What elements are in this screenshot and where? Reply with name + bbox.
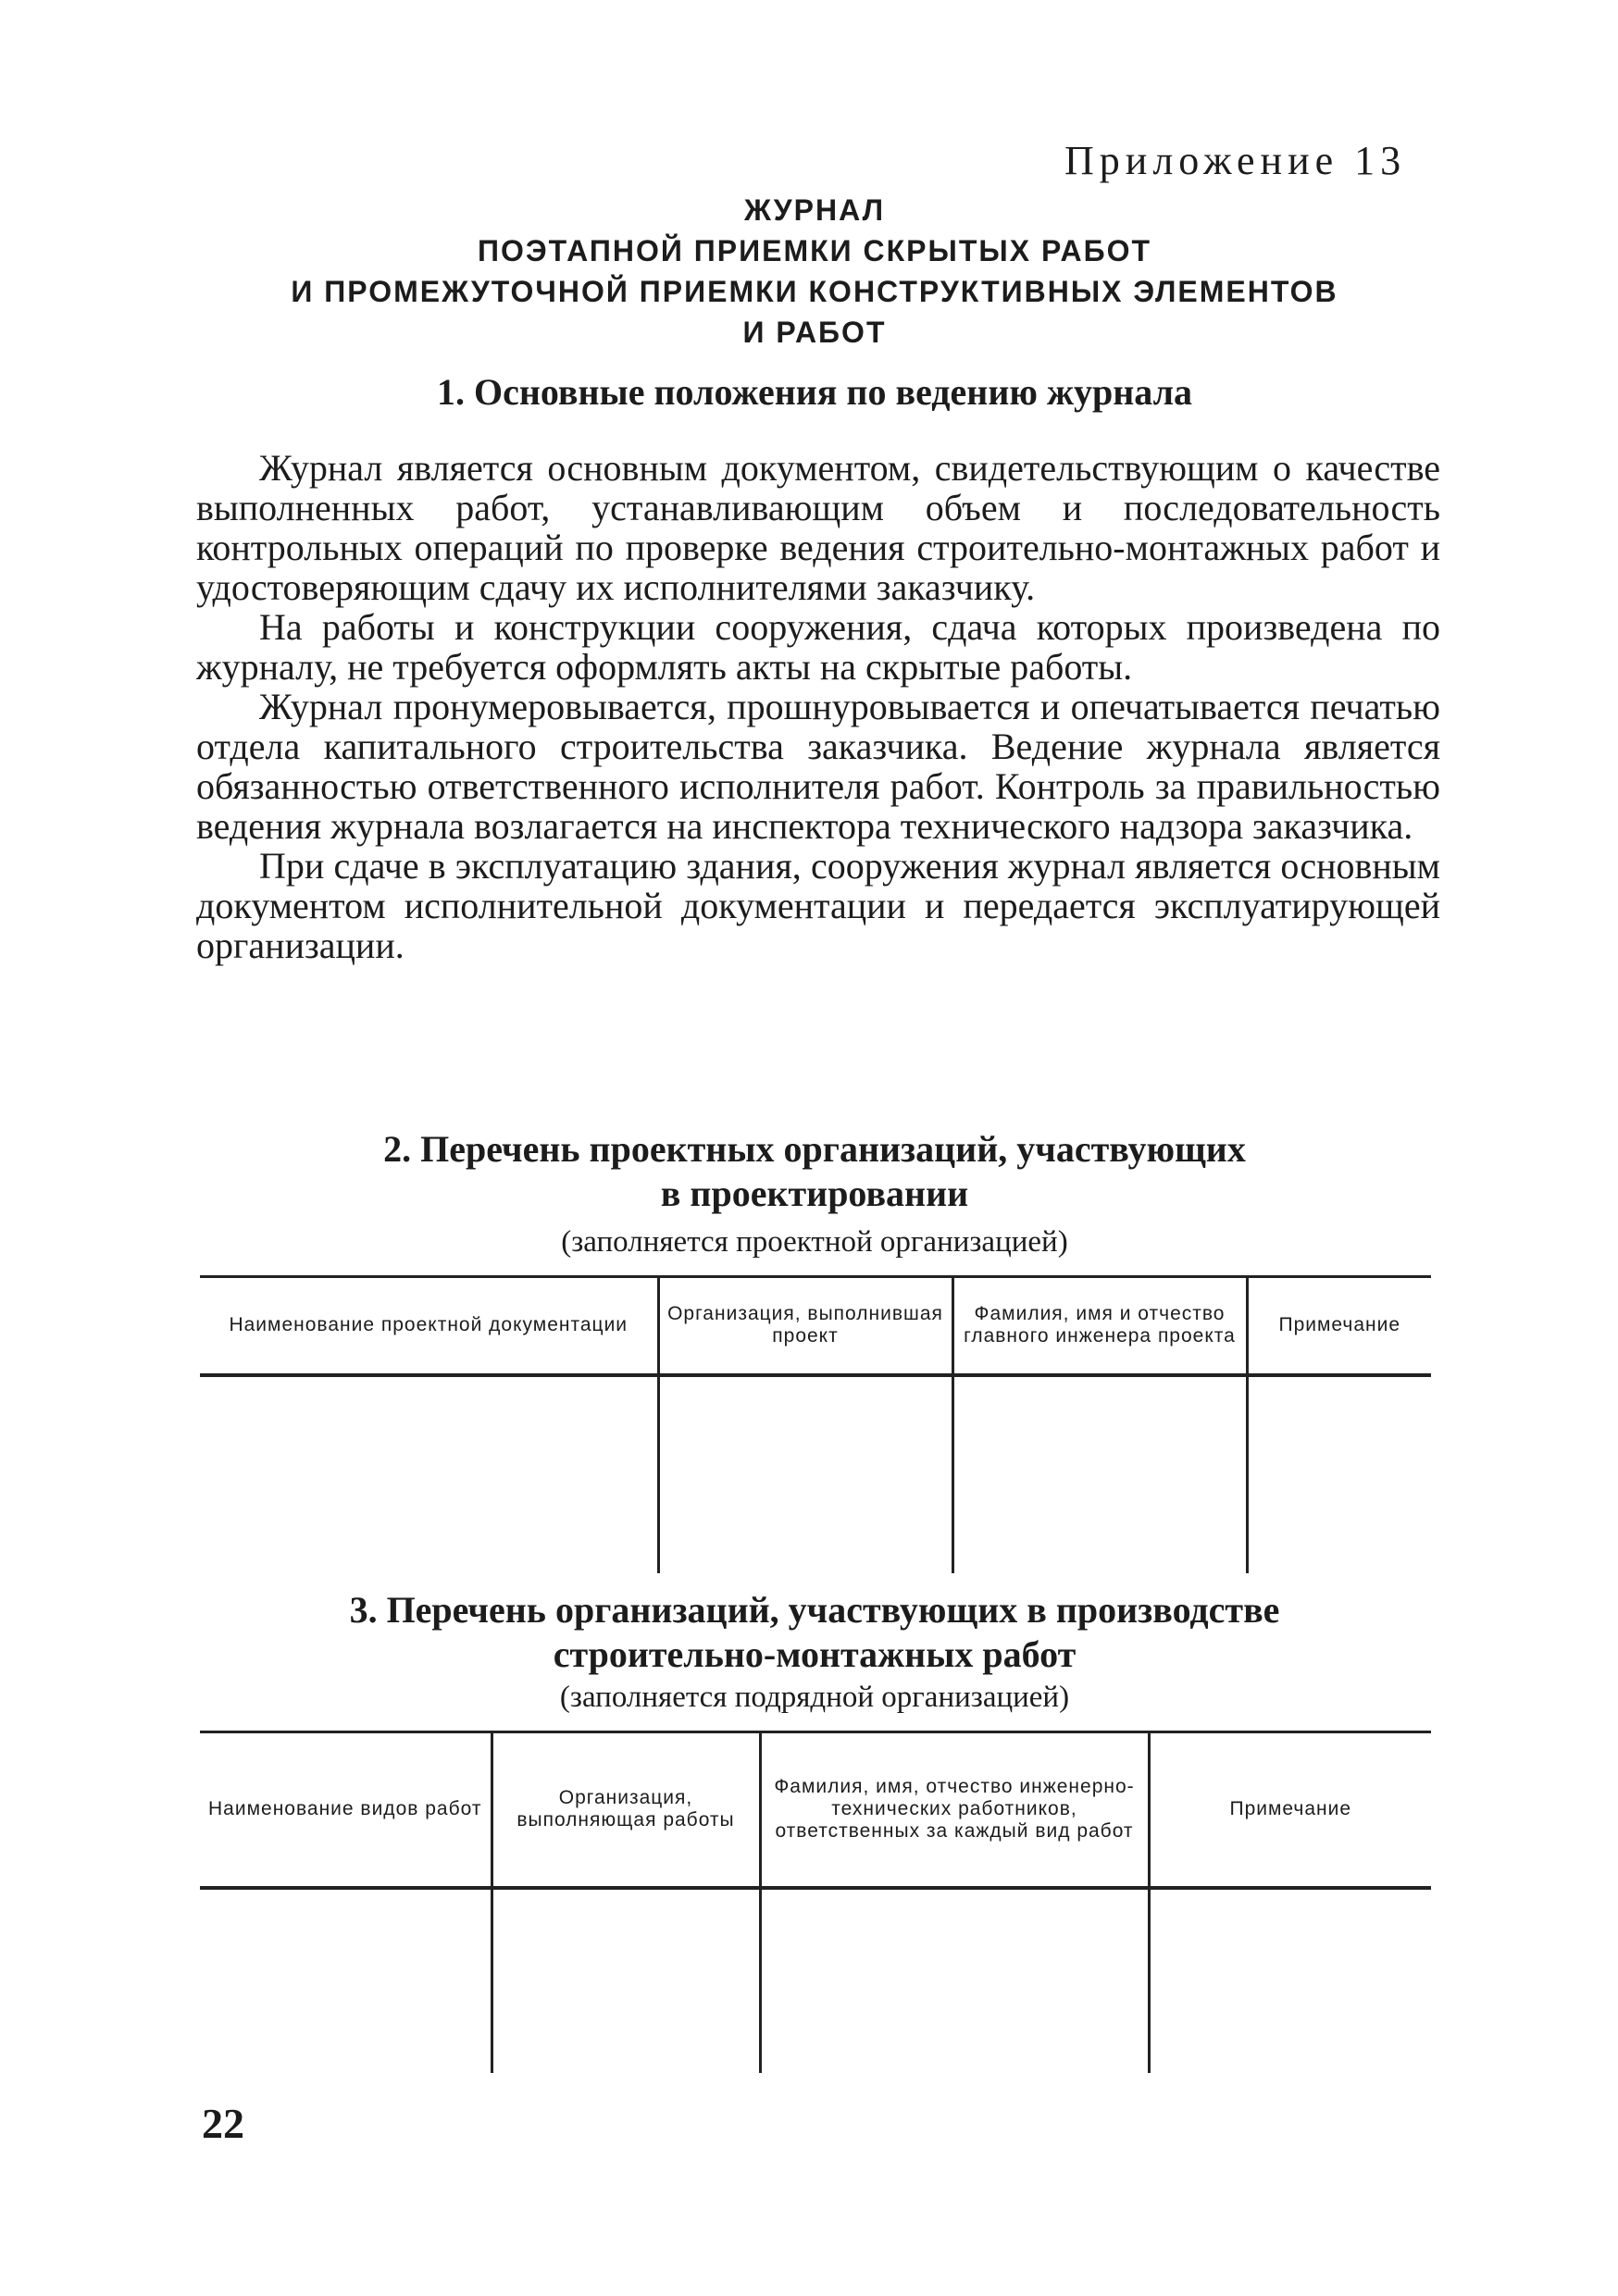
column-header: Наименование проектной документации bbox=[229, 1314, 629, 1336]
paragraph: Журнал пронумеровывается, прошнуровывается и опечатывается печатью отдела капитального строительства заказчика. Ведение журнала является обязанностью ответственного исполнителя работ. Контроль за правильностью ведения журнала возлагается на инспектора технического надзора заказчика. bbox=[196, 686, 1440, 847]
table-cell[interactable] bbox=[952, 1375, 1247, 1573]
table-row bbox=[200, 1888, 1431, 2073]
table-cell[interactable] bbox=[658, 1375, 952, 1573]
section3-heading-line: 3. Перечень организаций, участвующих в производстве bbox=[349, 1589, 1280, 1631]
section3-note: (заполняется подрядной организацией) bbox=[559, 1681, 1070, 1714]
column-header: Примечание bbox=[1149, 1732, 1431, 1888]
paragraph: При сдаче в эксплуатацию здания, сооружения журнал является основным документом исполнительной документации и передается эксплуатирующей организации. bbox=[196, 845, 1440, 966]
column-header: Организация, выполнившая проект bbox=[658, 1277, 952, 1375]
appendix-label: Приложение 13 bbox=[1064, 138, 1407, 183]
table-row bbox=[200, 1375, 1431, 1573]
table-cell[interactable] bbox=[200, 1375, 658, 1573]
column-header: Фамилия, имя, отчество инженерно-технических работников, ответственных за каждый вид работ bbox=[760, 1732, 1149, 1888]
journal-title bbox=[194, 190, 1435, 353]
design-organizations-table bbox=[200, 1275, 1431, 1573]
page-number: 22 bbox=[202, 2100, 244, 2147]
section3-heading-line: строительно-монтажных работ bbox=[553, 1633, 1077, 1675]
paragraph: Журнал является основным документом, свидетельствующим о качестве выполненных работ, устанавливающим объем и последовательность контрольных операций по проверке ведения строительно-монтажных работ и удостоверяющим сдачу их исполнителями заказчику. bbox=[196, 447, 1440, 608]
section1-heading bbox=[194, 370, 1435, 415]
construction-organizations-table bbox=[200, 1731, 1431, 2073]
section2-heading-line: в проектировании bbox=[660, 1173, 969, 1214]
section1-body bbox=[196, 448, 1440, 965]
table-cell[interactable] bbox=[492, 1888, 760, 2073]
section2-heading bbox=[194, 1127, 1435, 1216]
section3-heading bbox=[194, 1588, 1435, 1677]
column-header: Организация, выполняющая работы bbox=[492, 1732, 760, 1888]
title-line: ПОЭТАПНОЙ ПРИЕМКИ СКРЫТЫХ РАБОТ bbox=[477, 234, 1152, 267]
column-header: Фамилия, имя и отчество главного инженера проекта bbox=[952, 1277, 1247, 1375]
column-header: Наименование видов работ bbox=[208, 1798, 482, 1820]
paragraph: На работы и конструкции сооружения, сдача которых произведена по журналу, не требуется оформлять акты на скрытые работы. bbox=[196, 606, 1440, 688]
title-line: ЖУРНАЛ bbox=[743, 193, 886, 227]
table-cell[interactable] bbox=[200, 1888, 492, 2073]
table-cell[interactable] bbox=[760, 1888, 1149, 2073]
table-cell[interactable] bbox=[1247, 1375, 1431, 1573]
table-cell[interactable] bbox=[1149, 1888, 1431, 2073]
section1-heading-text: 1. Основные положения по ведению журнала bbox=[436, 371, 1193, 413]
column-header: Примечание bbox=[1247, 1277, 1431, 1375]
title-line: И ПРОМЕЖУТОЧНОЙ ПРИЕМКИ КОНСТРУКТИВНЫХ ЭЛЕМЕНТОВ bbox=[291, 275, 1338, 308]
title-line: И РАБОТ bbox=[742, 316, 887, 349]
section2-note: (заполняется проектной организацией) bbox=[561, 1225, 1068, 1259]
section2-heading-line: 2. Перечень проектных организаций, участвующих bbox=[383, 1128, 1246, 1170]
